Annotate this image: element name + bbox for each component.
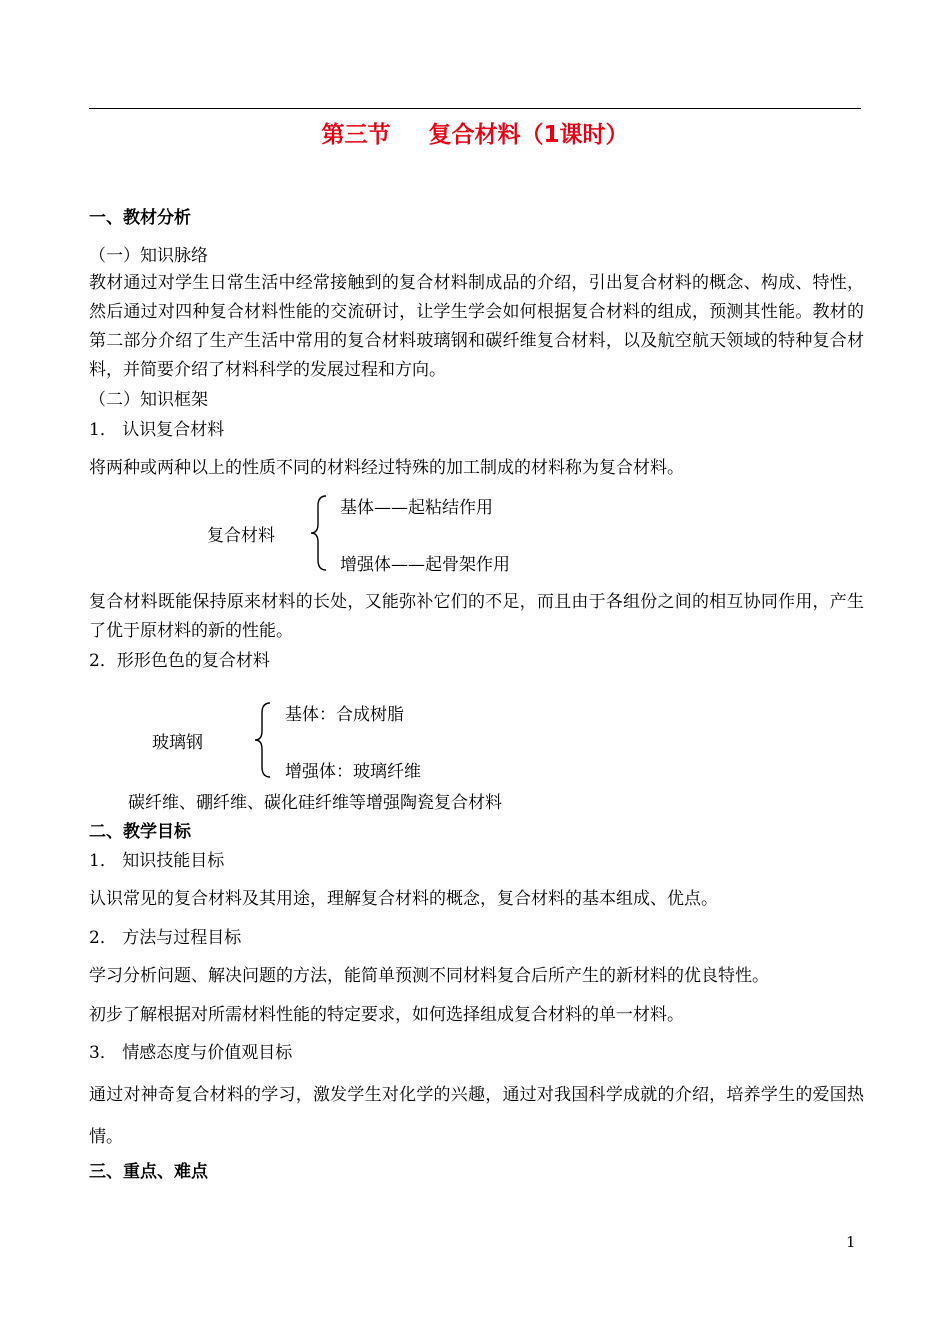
- page-number: 1: [846, 1233, 856, 1251]
- paragraph-properties: 复合材料既能保持原来材料的长处，又能弥补它们的不足，而且由于各组份之间的相互协同作用，产生了优于原材料的新的性能。: [89, 592, 864, 641]
- title-topic: 复合材料（1课时）: [428, 122, 629, 148]
- brace1-bracket: [308, 494, 330, 572]
- title-section: 第三节: [321, 122, 391, 148]
- brace2-bracket: [252, 701, 274, 779]
- goal1-text: 认识常见的复合材料及其用途，理解复合材料的概念，复合材料的基本组成、优点。: [89, 889, 718, 909]
- item-recognize-composites: 1． 认识复合材料: [89, 420, 225, 440]
- brace2-bottom: 增强体：玻璃纤维: [285, 762, 421, 782]
- brace1-top: 基体——起粘结作用: [340, 498, 493, 518]
- goal2-text2: 初步了解根据对所需材料性能的特定要求，如何选择组成复合材料的单一材料。: [89, 1005, 684, 1025]
- goal2-text1: 学习分析问题、解决问题的方法，能简单预测不同材料复合后所产生的新材料的优良特性。: [89, 966, 769, 986]
- paragraph-context: 教材通过对学生日常生活中经常接触到的复合材料制成品的介绍，引出复合材料的概念、构成、特性，然后通过对四种复合材料性能的交流研讨，让学生学会如何根据复合材料的组成，预测其性能。教材的第二部分介绍了生产生活中常用的复合材料玻璃钢和碳纤维复合材料，以及航空航天领域的特种复合材料，并简要介绍了材料科学的发展过程和方向。: [89, 273, 864, 380]
- heading-textbook-analysis: 一、教材分析: [89, 208, 191, 228]
- goal1-title: 1． 知识技能目标: [89, 851, 225, 871]
- brace2-label: 玻璃钢: [152, 733, 203, 753]
- subheading-knowledge-framework: （二）知识框架: [89, 390, 208, 410]
- heading-key-points: 三、重点、难点: [89, 1162, 208, 1182]
- header-rule: [89, 108, 861, 109]
- goal3-title: 3． 情感态度与价值观目标: [89, 1043, 293, 1063]
- brace1-bottom: 增强体——起骨架作用: [340, 555, 510, 575]
- page-title: [0, 120, 950, 150]
- goal3-text: 通过对神奇复合材料的学习，激发学生对化学的兴趣，通过对我国科学成就的介绍，培养学生的爱国热情。: [89, 1085, 864, 1147]
- extra-composites: 碳纤维、硼纤维、碳化硅纤维等增强陶瓷复合材料: [128, 793, 502, 813]
- subheading-knowledge-context: （一）知识脉络: [89, 246, 208, 266]
- brace1-label: 复合材料: [207, 526, 275, 546]
- item-various-composites: 2．形形色色的复合材料: [89, 651, 270, 671]
- definition-text: 将两种或两种以上的性质不同的材料经过特殊的加工制成的材料称为复合材料。: [89, 458, 684, 478]
- goal2-title: 2． 方法与过程目标: [89, 928, 242, 948]
- heading-teaching-goals: 二、教学目标: [89, 822, 191, 842]
- brace2-top: 基体：合成树脂: [285, 705, 404, 725]
